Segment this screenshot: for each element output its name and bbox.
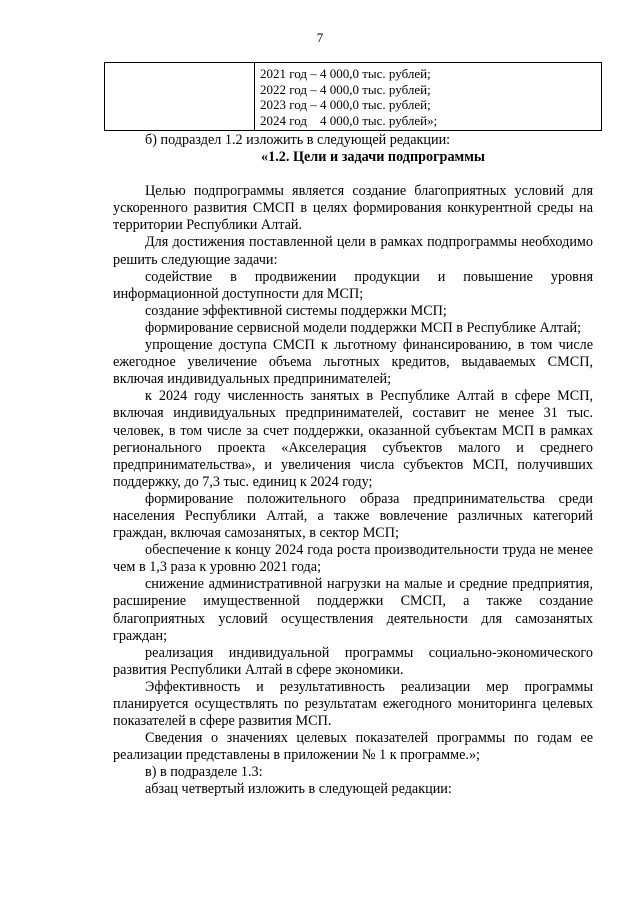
budget-line-2023: 2023 год – 4 000,0 тыс. рублей; xyxy=(260,97,431,112)
budget-table xyxy=(104,62,602,131)
paragraph: Эффективность и результативность реализации мер программы планируется осуществлять по результатам ежегодного мониторинга целевых показателей в сфере развития МСП. xyxy=(113,678,593,730)
paragraph: реализация индивидуальной программы социально-экономического развития Республики Алтай в сфере экономики. xyxy=(113,644,593,678)
paragraph: обеспечение к концу 2024 года роста производительности труда не менее чем в 1,3 раза к уровню 2021 года; xyxy=(113,542,593,576)
table-row xyxy=(105,63,602,131)
paragraph: к 2024 году численность занятых в Республике Алтай в сфере МСП, включая индивидуальных предпринимателей, составит не менее 31 тыс. человек, в том числе за счет поддержки, оказанной субъектам МСП в рамках регионального проекта «Акселерация субъектов малого и среднего предпринимательства», и увеличения числа субъектов МСП, получивших поддержку, до 7,3 тыс. единиц к 2024 году; xyxy=(113,388,593,490)
paragraph: Целью подпрограммы является создание благоприятных условий для ускоренного развития СМСП в целях формирования конкурентной среды на территории Республики Алтай. xyxy=(113,183,593,234)
paragraph: абзац четвертый изложить в следующей редакции: xyxy=(145,781,452,798)
paragraph: упрощение доступа СМСП к льготному финансированию, в том числе ежегодное увеличение объема льготных кредитов, выдаваемых СМСП, включая индивидуальных предпринимателей; xyxy=(113,337,593,388)
table-cell-empty xyxy=(105,63,255,131)
table-cell-budget xyxy=(255,63,602,131)
budget-line-2024: 2024 год 4 000,0 тыс. рублей»; xyxy=(260,112,438,128)
intro-line: б) подраздел 1.2 изложить в следующей редакции: xyxy=(145,132,451,148)
paragraph: в) в подразделе 1.3: xyxy=(145,764,263,781)
budget-line-2022: 2022 год – 4 000,0 тыс. рублей; xyxy=(260,81,431,97)
section-heading: «1.2. Цели и задачи подпрограммы xyxy=(261,149,485,166)
paragraph: снижение административной нагрузки на малые и средние предприятия, расширение имущественной поддержки СМСП, а также создание благоприятных условий осуществления деятельности для самозанятых граждан; xyxy=(113,576,593,644)
paragraph: Сведения о значениях целевых показателей программы по годам ее реализации представлены в приложении № 1 к программе.»; xyxy=(113,730,593,764)
budget-line-2021: 2021 год – 4 000,0 тыс. рублей; xyxy=(260,66,431,81)
paragraph: создание эффективной системы поддержки МСП; xyxy=(145,302,447,319)
page-number: 7 xyxy=(316,30,324,45)
paragraph: формирование сервисной модели поддержки МСП в Республике Алтай; xyxy=(145,319,582,336)
paragraph: формирование положительного образа предпринимательства среди населения Республики Алтай, а также вовлечение различных категорий граждан, включая самозанятых, в сектор МСП; xyxy=(113,490,593,542)
paragraph: Для достижения поставленной цели в рамках подпрограммы необходимо решить следующие задачи: xyxy=(113,234,593,268)
paragraph: содействие в продвижении продукции и повышение уровня информационной доступности для МСП; xyxy=(113,268,593,302)
document-body xyxy=(113,132,593,799)
